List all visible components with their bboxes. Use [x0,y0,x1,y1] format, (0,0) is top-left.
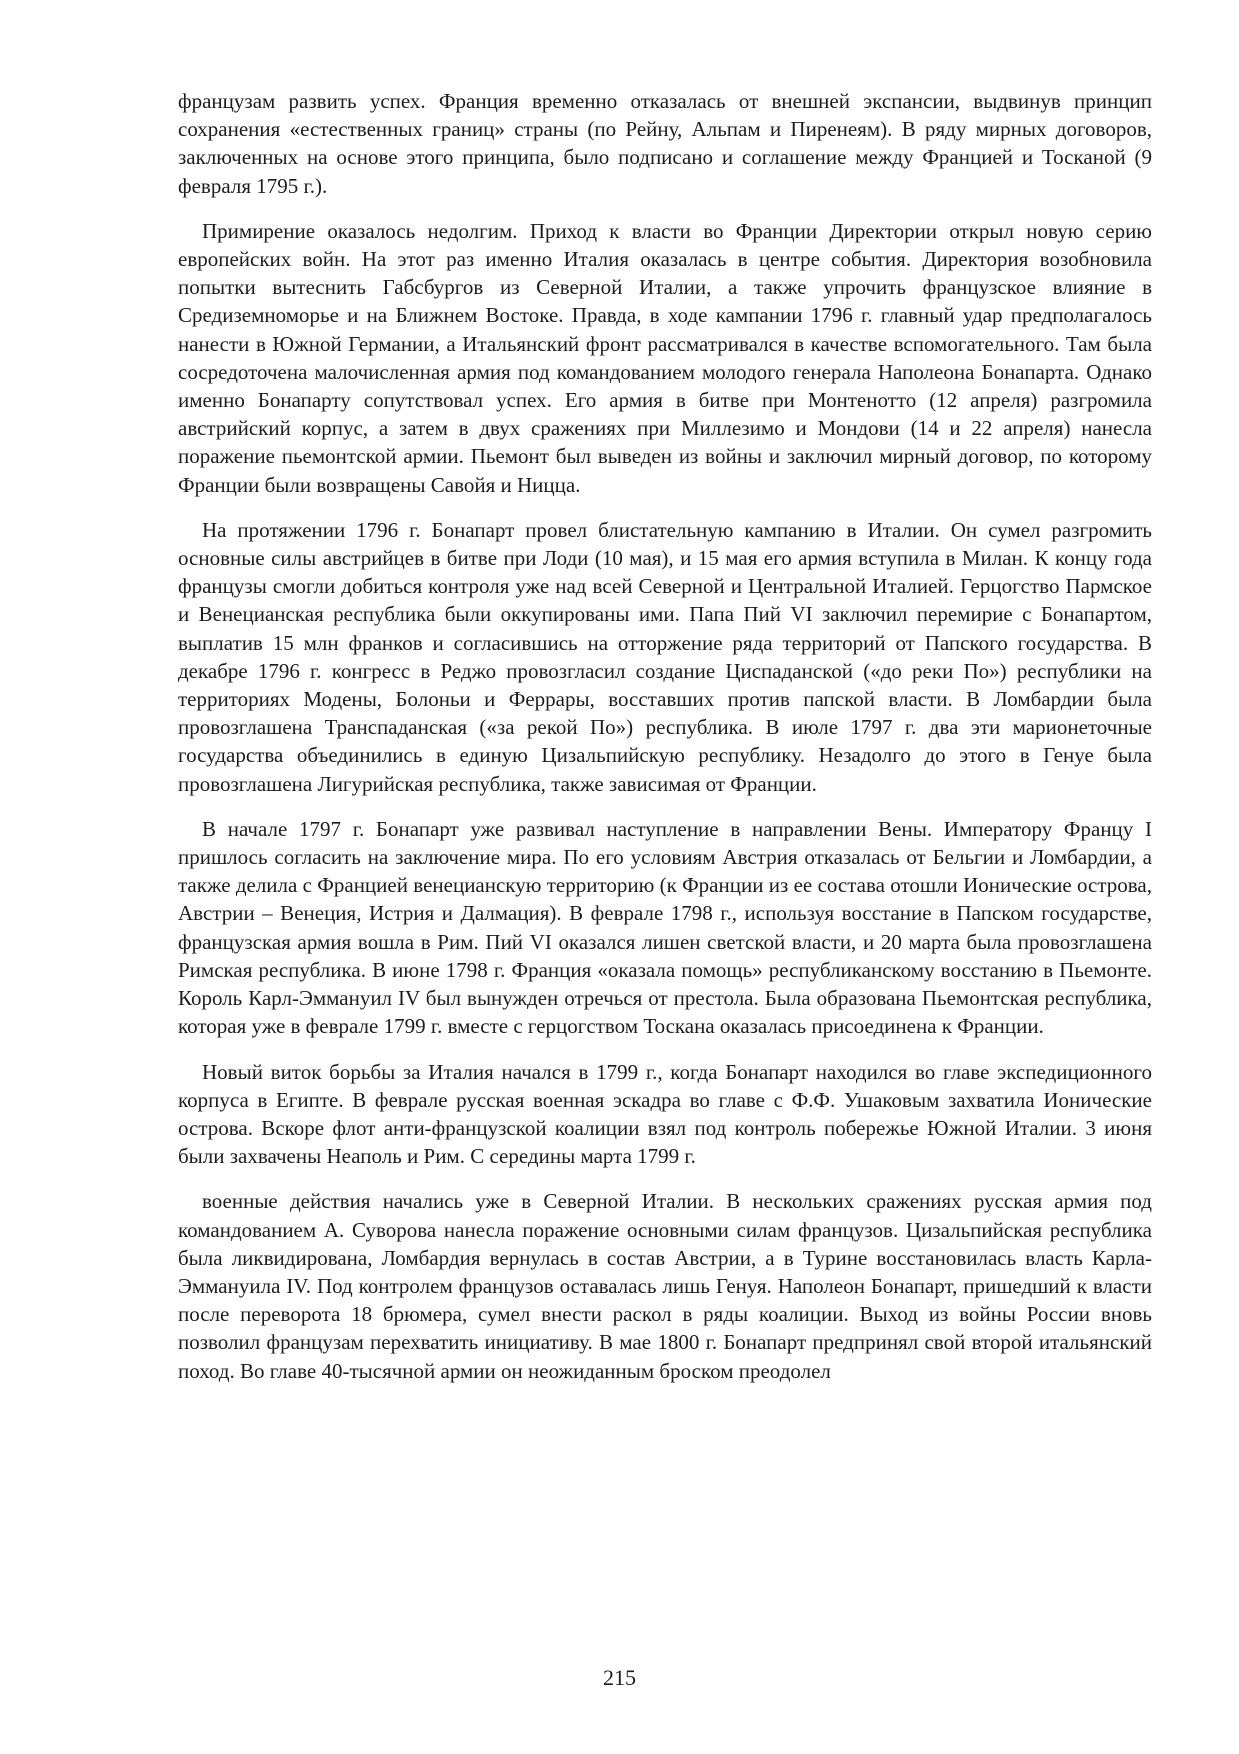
paragraph-4: В начале 1797 г. Бонапарт уже развивал наступление в направлении Вены. Императору Францу I пришлось согласить на заключение мира. По его условиям Австрия отказалась от Бельгии и Ломбардии, а также делила с Францией венецианскую территорию (к Франции из ее состава отошли Ионические острова, Австрии – Венеция, Истрия и Далмация). В феврале 1798 г., используя восстание в Папском государстве, французская армия вошла в Рим. Пий VI оказался лишен светской власти, и 20 марта была провозглашена Римская республика. В июне 1798 г. Франция «оказала помощь» республиканскому восстанию в Пьемонте. Король Карл-Эммануил IV был вынужден отречься от престола. Была образована Пьемонтская республика, которая уже в феврале 1799 г. вместе с герцогством Тоскана оказалась присоединена к Франции. [178,816,1152,1039]
paragraph-5: Новый виток борьбы за Италия начался в 1799 г., когда Бонапарт находился во главе экспедиционного корпуса в Египте. В феврале русская военная эскадра во главе с Ф.Ф. Ушаковым захватила Ионические острова. Вскоре флот анти-французской коалиции взял под контроль побережье Южной Италии. 3 июня были захвачены Неаполь и Рим. С середины марта 1799 г. [178,1059,1152,1169]
page-body [178,87,1152,1402]
paragraph-6: военные действия начались уже в Северной Италии. В нескольких сражениях русская армия под командованием А. Суворова нанесла поражение основными силам французов. Цизальпийская республика была ликвидирована, Ломбардия вернулась в состав Австрии, а в Турине восстановилась власть Карла-Эммануила IV. Под контролем французов оставалась лишь Генуя. Наполеон Бонапарт, пришедший к власти после переворота 18 брюмера, сумел внести раскол в ряды коалиции. Выход из войны России вновь позволил французам перехватить инициативу. В мае 1800 г. Бонапарт предпринял свой второй итальянский поход. Во главе 40-тысячной армии он неожиданным броском преодолел [178,1189,1152,1383]
paragraph-2: Примирение оказалось недолгим. Приход к власти во Франции Директории открыл новую серию европейских войн. На этот раз именно Италия оказалась в центре события. Директория возобновила попытки вытеснить Габсбургов из Северной Италии, а также упрочить французское влияние в Средиземноморье и на Ближнем Востоке. Правда, в ходе кампании 1796 г. главный удар предполагалось нанести в Южной Германии, а Итальянский фронт рассматривался в качестве вспомогательного. Там была сосредоточена малочисленная армия под командованием молодого генерала Наполеона Бонапарта. Однако именно Бонапарту сопутствовал успех. Его армия в битве при Монтенотто (12 апреля) разгромила австрийский корпус, а затем в двух сражениях при Миллезимо и Мондови (14 и 22 апреля) нанесла поражение пьемонтской армии. Пьемонт был выведен из войны и заключил мирный договор, по которому Франции были возвращены Савойя и Ницца. [178,218,1152,497]
paragraph-1: французам развить успех. Франция временно отказалась от внешней экспансии, выдвинув принцип сохранения «естественных границ» страны (по Рейну, Альпам и Пиренеям). В ряду мирных договоров, заключенных на основе этого принципа, было подписано и соглашение между Францией и Тосканой (9 февраля 1795 г.). [178,89,1152,198]
paragraph-3: На протяжении 1796 г. Бонапарт провел блистательную кампанию в Италии. Он сумел разгромить основные силы австрийцев в битве при Лоди (10 мая), и 15 мая его армия вступила в Милан. К концу года французы смогли добиться контроля уже над всей Северной и Центральной Италией. Герцогство Пармское и Венецианская республика были оккупированы ими. Папа Пий VI заключил перемирие с Бонапартом, выплатив 15 млн франков и согласившись на отторжение ряда территорий от Папского государства. В декабре 1796 г. конгресс в Реджо провозгласил создание Циспаданской («до реки По») республики на территориях Модены, Болоньи и Феррары, восставших против папской власти. В Ломбардии была провозглашена Транспаданская («за рекой По») республика. В июле 1797 г. два эти марионеточные государства объединились в единую Цизальпийскую республику. Незадолго до этого в Генуе была провозглашена Лигурийская республика, также зависимая от Франции. [178,517,1152,796]
page-number: 215 [603,1665,636,1690]
